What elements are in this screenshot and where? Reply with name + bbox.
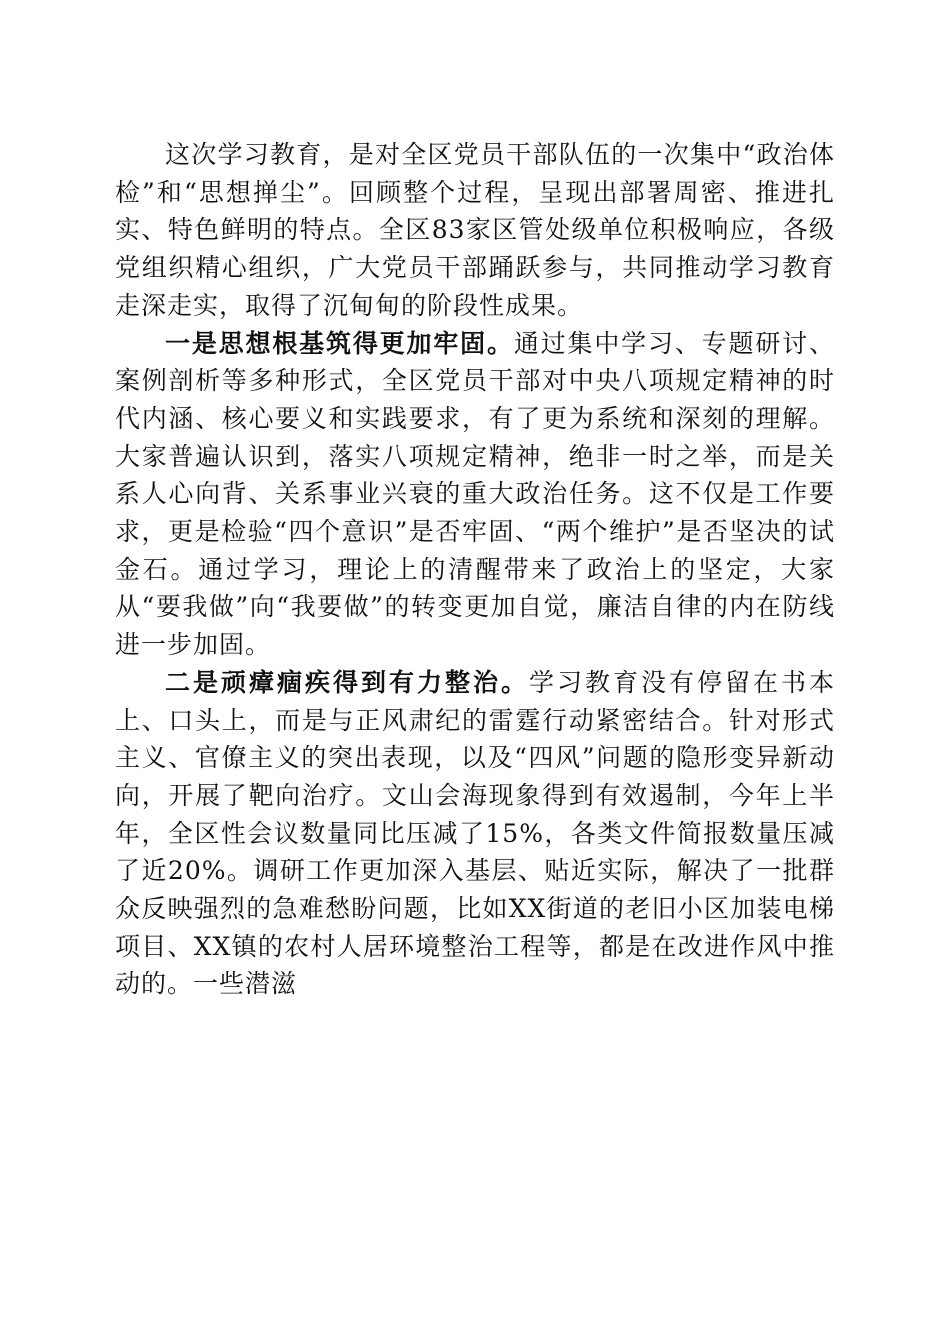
paragraph-point-two [115,664,835,1003]
paragraph-point-one [115,325,835,664]
paragraph-intro [115,136,835,325]
paragraph-lead: 二是顽瘴痼疾得到有力整治。 [165,667,529,697]
paragraph-text: 通过集中学习、专题研讨、案例剖析等多种形式，全区党员干部对中央八项规定精神的时代内涵、核心要义和实践要求，有了更为系统和深刻的理解。大家普遍认识到，落实八项规定精神，绝非一时之举，而是关系人心向背、关系事业兴衰的重大政治任务。这不仅是工作要求，更是检验“四个意识”是否牢固、“两个维护”是否坚决的试金石。通过学习，理论上的清醒带来了政治上的坚定，大家从“要我做”向“我要做”的转变更加自觉，廉洁自律的内在防线进一步加固。 [115,328,835,660]
paragraph-text: 学习教育没有停留在书本上、口头上，而是与正风肃纪的雷霆行动紧密结合。针对形式主义、官僚主义的突出表现，以及“四风”问题的隐形变异新动向，开展了靶向治疗。文山会海现象得到有效遏制，今年上半年，全区性会议数量同比压减了15%，各类文件简报数量压减了近20%。调研工作更加深入基层、贴近实际，解决了一批群众反映强烈的急难愁盼问题，比如XX街道的老旧小区加装电梯项目、XX镇的农村人居环境整治工程等，都是在改进作风中推动的。一些潜滋 [115,667,835,999]
document-body [115,136,835,1003]
paragraph-lead: 一是思想根基筑得更加牢固。 [165,328,514,358]
paragraph-text: 这次学习教育，是对全区党员干部队伍的一次集中“政治体检”和“思想掸尘”。回顾整个过程，呈现出部署周密、推进扎实、特色鲜明的特点。全区83家区管处级单位积极响应，各级党组织精心组织，广大党员干部踊跃参与，共同推动学习教育走深走实，取得了沉甸甸的阶段性成果。 [115,140,835,320]
